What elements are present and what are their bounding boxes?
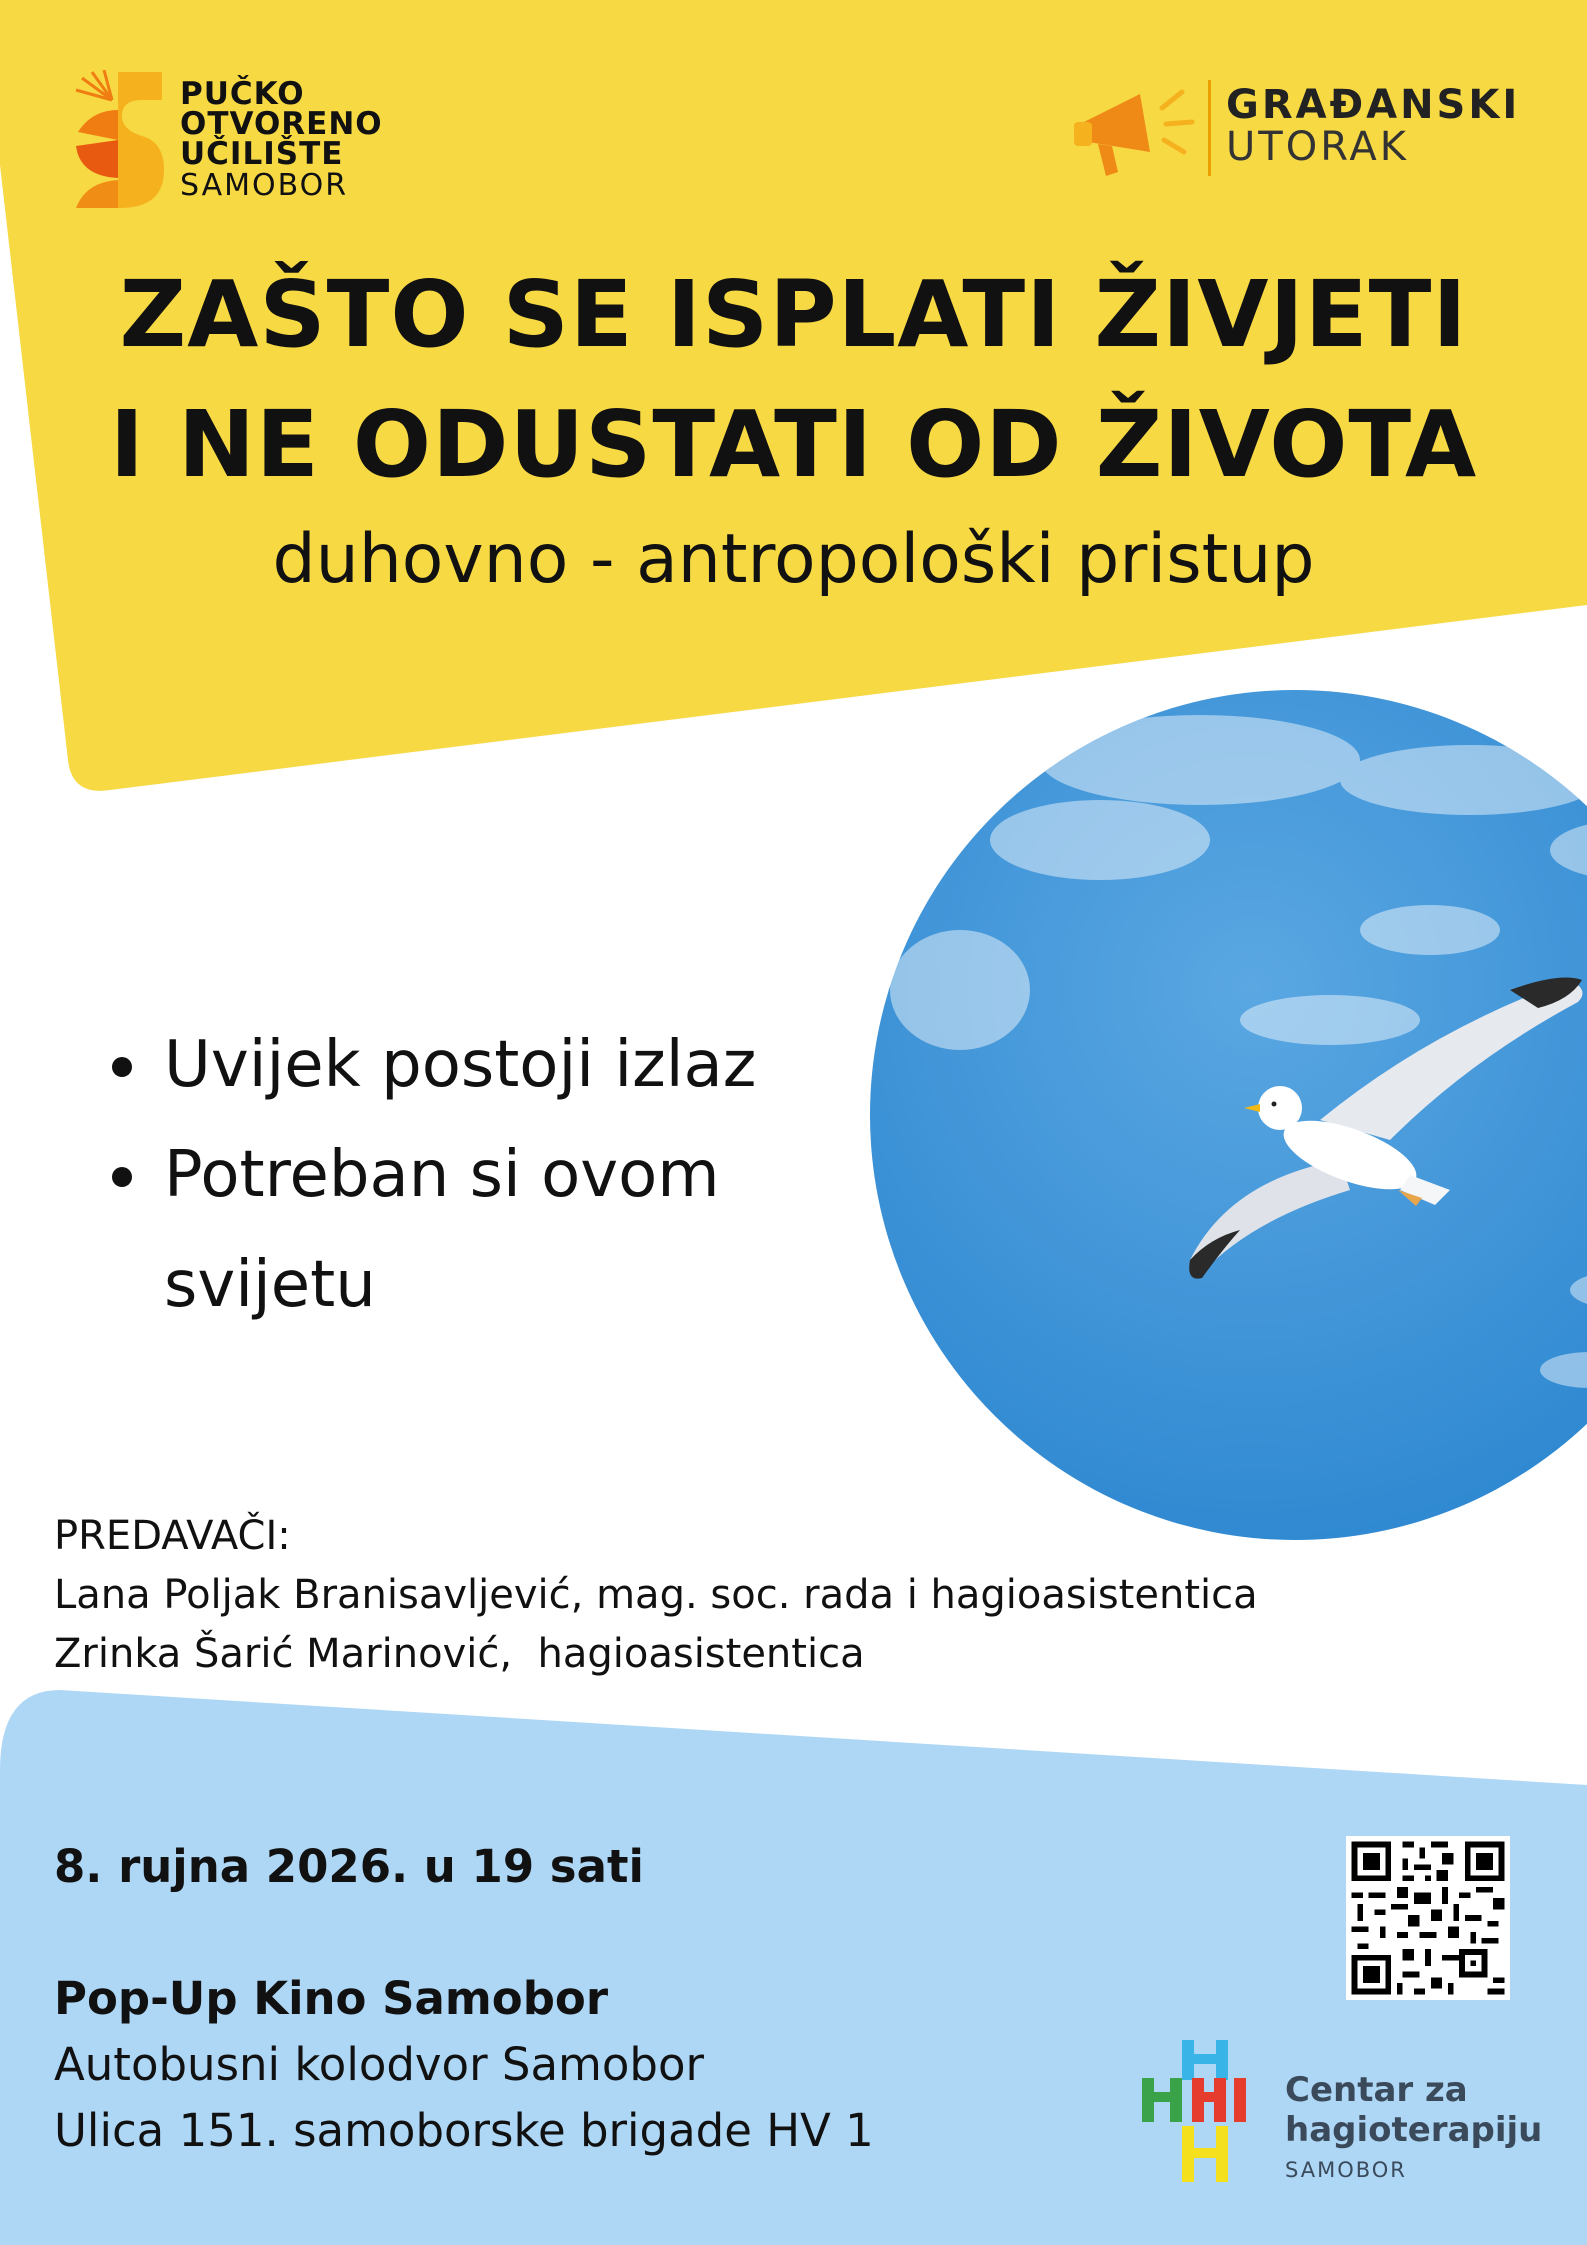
bullet-dot-icon (112, 1167, 132, 1187)
bullet-text: Potreban si ovom svijetu (164, 1138, 720, 1322)
pou-logo-line4: SAMOBOR (180, 168, 349, 203)
bullet-dot-icon (112, 1057, 132, 1077)
venue-name: Pop-Up Kino Samobor (54, 1972, 609, 2025)
centar-logo-line1: Centar za (1285, 2070, 1468, 2110)
pou-samobor-logo (72, 70, 432, 210)
sky-seagull-photo (870, 690, 1587, 1540)
sunburst-logo-icon (72, 70, 168, 210)
venue-address-line2: Ulica 151. samoborske brigade HV 1 (54, 2104, 874, 2157)
key-points-list (100, 1010, 860, 1340)
title-line2: I NE ODUSTATI OD ŽIVOTA (109, 391, 1478, 498)
pou-logo-line1: PUČKO (180, 76, 305, 112)
gradanski-utorak-logo (1070, 72, 1530, 182)
pou-logo-line3: UČILIŠTE (180, 136, 344, 172)
list-item (100, 1010, 860, 1120)
centar-hagioterapija-logo (1140, 2038, 1560, 2188)
lecturer-2: Zrinka Šarić Marinović, hagioasistentica (54, 1631, 865, 1677)
gu-logo-line2: UTORAK (1226, 124, 1409, 170)
qr-code-icon[interactable] (1346, 1836, 1510, 2000)
lecturer-1: Lana Poljak Branisavljević, mag. soc. rada i hagioasistentica (54, 1572, 1258, 1618)
gu-logo-line1: GRAĐANSKI (1226, 82, 1521, 128)
pou-logo-line2: OTVORENO (180, 106, 383, 142)
poster-subtitle: duhovno - antropološki pristup (272, 520, 1315, 599)
centar-logo-line2: hagioterapiju (1285, 2110, 1543, 2150)
list-item (100, 1120, 860, 1340)
lecturers-section (54, 1507, 1504, 1684)
megaphone-icon (1070, 72, 1200, 182)
poster-title (40, 250, 1547, 510)
title-line1: ZAŠTO SE ISPLATI ŽIVJETI (119, 261, 1468, 368)
bullet-text: Uvijek postoji izlaz (164, 1028, 757, 1102)
venue-address-line1: Autobusni kolodvor Samobor (54, 2038, 704, 2091)
logo-divider (1208, 80, 1211, 176)
lecturers-heading: PREDAVAČI: (54, 1513, 291, 1559)
event-date: 8. rujna 2026. u 19 sati (54, 1840, 644, 1893)
hagioterapija-h-logo-icon (1140, 2038, 1270, 2188)
centar-logo-line3: SAMOBOR (1285, 2158, 1407, 2182)
